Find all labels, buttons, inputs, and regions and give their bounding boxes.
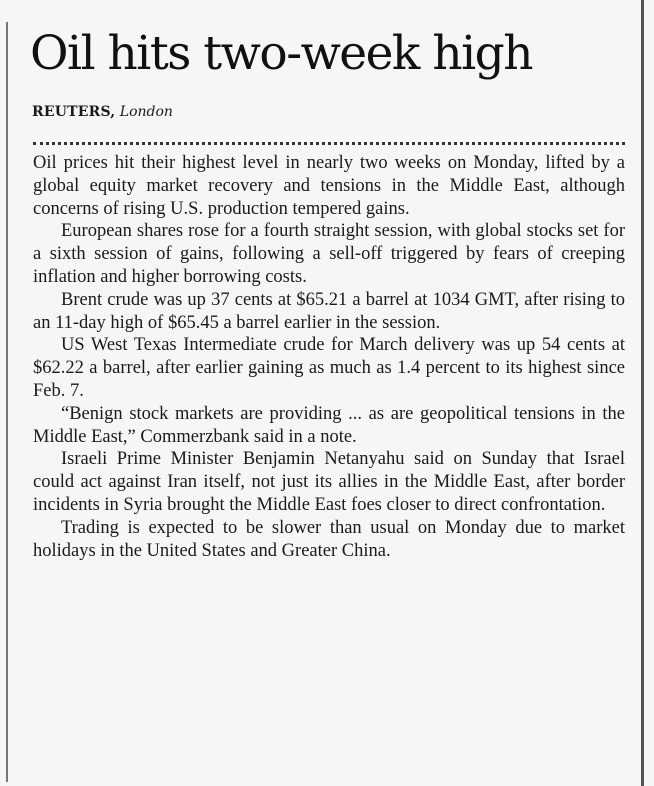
article-paragraph-7: Trading is expected to be slower than usual on Monday due to market holidays in the United States and Greater China. — [33, 517, 625, 561]
dotted-divider — [33, 142, 625, 145]
column-rule-left — [6, 22, 8, 782]
headline: Oil hits two-week high — [30, 26, 533, 81]
article-paragraph-1: Oil prices hit their highest level in nearly two weeks on Monday, lifted by a global equity market recovery and tensions in the Middle East, although concerns of rising U.S. production tempered gains. — [33, 153, 625, 219]
article-body — [33, 152, 625, 562]
byline-agency: REUTERS, — [32, 104, 116, 120]
article-paragraph-3: Brent crude was up 37 cents at $65.21 a barrel at 1034 GMT, after rising to an 11-day high of $65.45 a barrel earlier in the session. — [33, 289, 625, 333]
article-paragraph-4: US West Texas Intermediate crude for March delivery was up 54 cents at $62.22 a barrel, after earlier gaining as much as 1.4 percent to its highest since Feb. 7. — [33, 335, 625, 401]
article-paragraph-2: European shares rose for a fourth straight session, with global stocks set for a sixth session of gains, following a sell-off triggered by fears of creeping inflation and higher borrowing costs. — [33, 221, 625, 287]
byline — [32, 102, 173, 122]
byline-dateline: London — [119, 104, 173, 120]
column-rule-right — [641, 0, 644, 786]
article-paragraph-6: Israeli Prime Minister Benjamin Netanyahu said on Sunday that Israel could act against Iran itself, not just its allies in the Middle East, after border incidents in Syria brought the Middle East foes closer to direct confrontation. — [33, 449, 625, 515]
article-paragraph-5: “Benign stock markets are providing ... as are geopolitical tensions in the Middle East,” Commerzbank said in a note. — [33, 403, 625, 447]
